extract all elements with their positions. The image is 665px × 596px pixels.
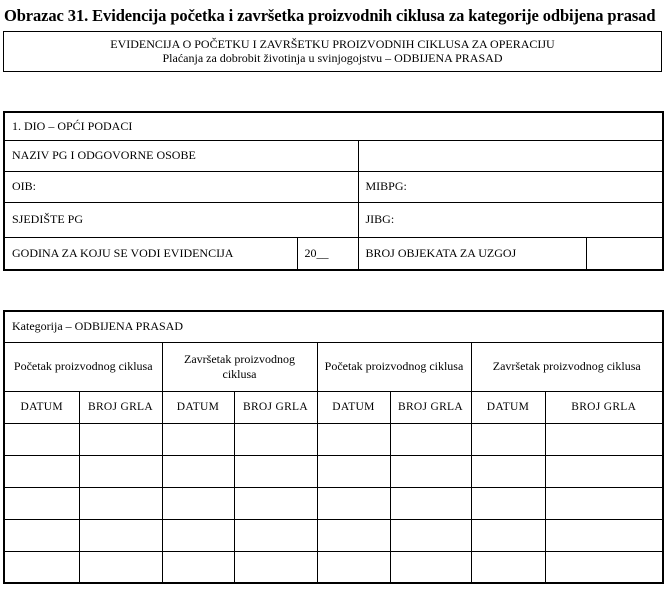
empty-cell — [4, 423, 79, 455]
empty-row — [4, 423, 663, 455]
form-title: Obrazac 31. Evidencija početka i završetka proizvodnih ciklusa za kategorije odbijena prasad — [4, 6, 656, 25]
group-header-cell-pocetak-1: Početak proizvodnog ciklusa — [4, 342, 162, 391]
godina-year-cell: 20__ — [297, 237, 358, 270]
empty-cell — [234, 519, 317, 551]
empty-cell — [545, 423, 663, 455]
empty-cell — [162, 551, 234, 583]
empty-cell — [471, 455, 545, 487]
empty-cell — [234, 423, 317, 455]
column-header-row — [4, 391, 663, 423]
cycles-table — [3, 310, 664, 584]
empty-cell — [317, 551, 390, 583]
broj-objekata-label-cell: BROJ OBJEKATA ZA UZGOJ — [358, 237, 586, 270]
empty-cell — [317, 455, 390, 487]
naziv-input-cell — [358, 140, 663, 171]
form-header-measure-line: Plaćanja za dobrobit životinja u svinjogojstvu – ODBIJENA PRASAD — [162, 51, 503, 65]
empty-cell — [162, 423, 234, 455]
empty-cell — [545, 551, 663, 583]
godina-label-cell: GODINA ZA KOJU SE VODI EVIDENCIJA — [4, 237, 297, 270]
empty-cell — [162, 487, 234, 519]
empty-cell — [390, 519, 471, 551]
empty-row — [4, 487, 663, 519]
empty-cell — [4, 519, 79, 551]
column-header-broj-grla-2: BROJ GRLA — [234, 391, 317, 423]
naziv-row — [4, 140, 663, 171]
empty-cell — [390, 455, 471, 487]
column-header-datum-3: DATUM — [317, 391, 390, 423]
mibpg-label-cell: MIBPG: — [358, 171, 663, 202]
section-title-cell: 1. DIO – OPĆI PODACI — [4, 112, 663, 140]
empty-cell — [4, 487, 79, 519]
empty-cell — [471, 519, 545, 551]
empty-cell — [79, 551, 162, 583]
empty-cell — [545, 519, 663, 551]
empty-cell — [234, 551, 317, 583]
form-header-operation-line: EVIDENCIJA O POČETKU I ZAVRŠETKU PROIZVODNIH CIKLUSA ZA OPERACIJU — [110, 37, 555, 51]
section-title-row — [4, 112, 663, 140]
empty-cell — [79, 487, 162, 519]
empty-row — [4, 551, 663, 583]
group-header-cell-zavrsetak-1: Završetak proizvodnog ciklusa — [162, 342, 317, 391]
general-info-table — [3, 111, 664, 271]
empty-cell — [4, 551, 79, 583]
empty-row — [4, 455, 663, 487]
empty-cell — [162, 519, 234, 551]
column-header-datum-4: DATUM — [471, 391, 545, 423]
empty-cell — [545, 455, 663, 487]
empty-cell — [471, 551, 545, 583]
broj-objekata-input-cell — [586, 237, 663, 270]
form-header-box — [3, 31, 662, 72]
column-header-datum-1: DATUM — [4, 391, 79, 423]
group-header-cell-zavrsetak-2: Završetak proizvodnog ciklusa — [471, 342, 663, 391]
empty-cell — [234, 487, 317, 519]
category-title-cell: Kategorija – ODBIJENA PRASAD — [4, 311, 663, 342]
empty-cell — [471, 423, 545, 455]
naziv-label-cell: NAZIV PG I ODGOVORNE OSOBE — [4, 140, 358, 171]
group-header-row — [4, 342, 663, 391]
column-header-broj-grla-1: BROJ GRLA — [79, 391, 162, 423]
column-header-datum-2: DATUM — [162, 391, 234, 423]
column-header-broj-grla-4: BROJ GRLA — [545, 391, 663, 423]
empty-row — [4, 519, 663, 551]
empty-cell — [4, 455, 79, 487]
oib-mibpg-row — [4, 171, 663, 202]
empty-cell — [79, 455, 162, 487]
empty-cell — [79, 519, 162, 551]
column-header-broj-grla-3: BROJ GRLA — [390, 391, 471, 423]
cycles-table-body — [4, 423, 663, 583]
group-header-cell-pocetak-2: Početak proizvodnog ciklusa — [317, 342, 471, 391]
category-title-row — [4, 311, 663, 342]
empty-cell — [545, 487, 663, 519]
empty-cell — [390, 551, 471, 583]
sjediste-jibg-row — [4, 202, 663, 237]
empty-cell — [390, 423, 471, 455]
empty-cell — [162, 455, 234, 487]
empty-cell — [234, 455, 317, 487]
empty-cell — [390, 487, 471, 519]
empty-cell — [317, 423, 390, 455]
empty-cell — [79, 423, 162, 455]
empty-cell — [317, 487, 390, 519]
oib-label-cell: OIB: — [4, 171, 358, 202]
godina-row — [4, 237, 663, 270]
empty-cell — [471, 487, 545, 519]
sjediste-label-cell: SJEDIŠTE PG — [4, 202, 358, 237]
empty-cell — [317, 519, 390, 551]
jibg-label-cell: JIBG: — [358, 202, 663, 237]
